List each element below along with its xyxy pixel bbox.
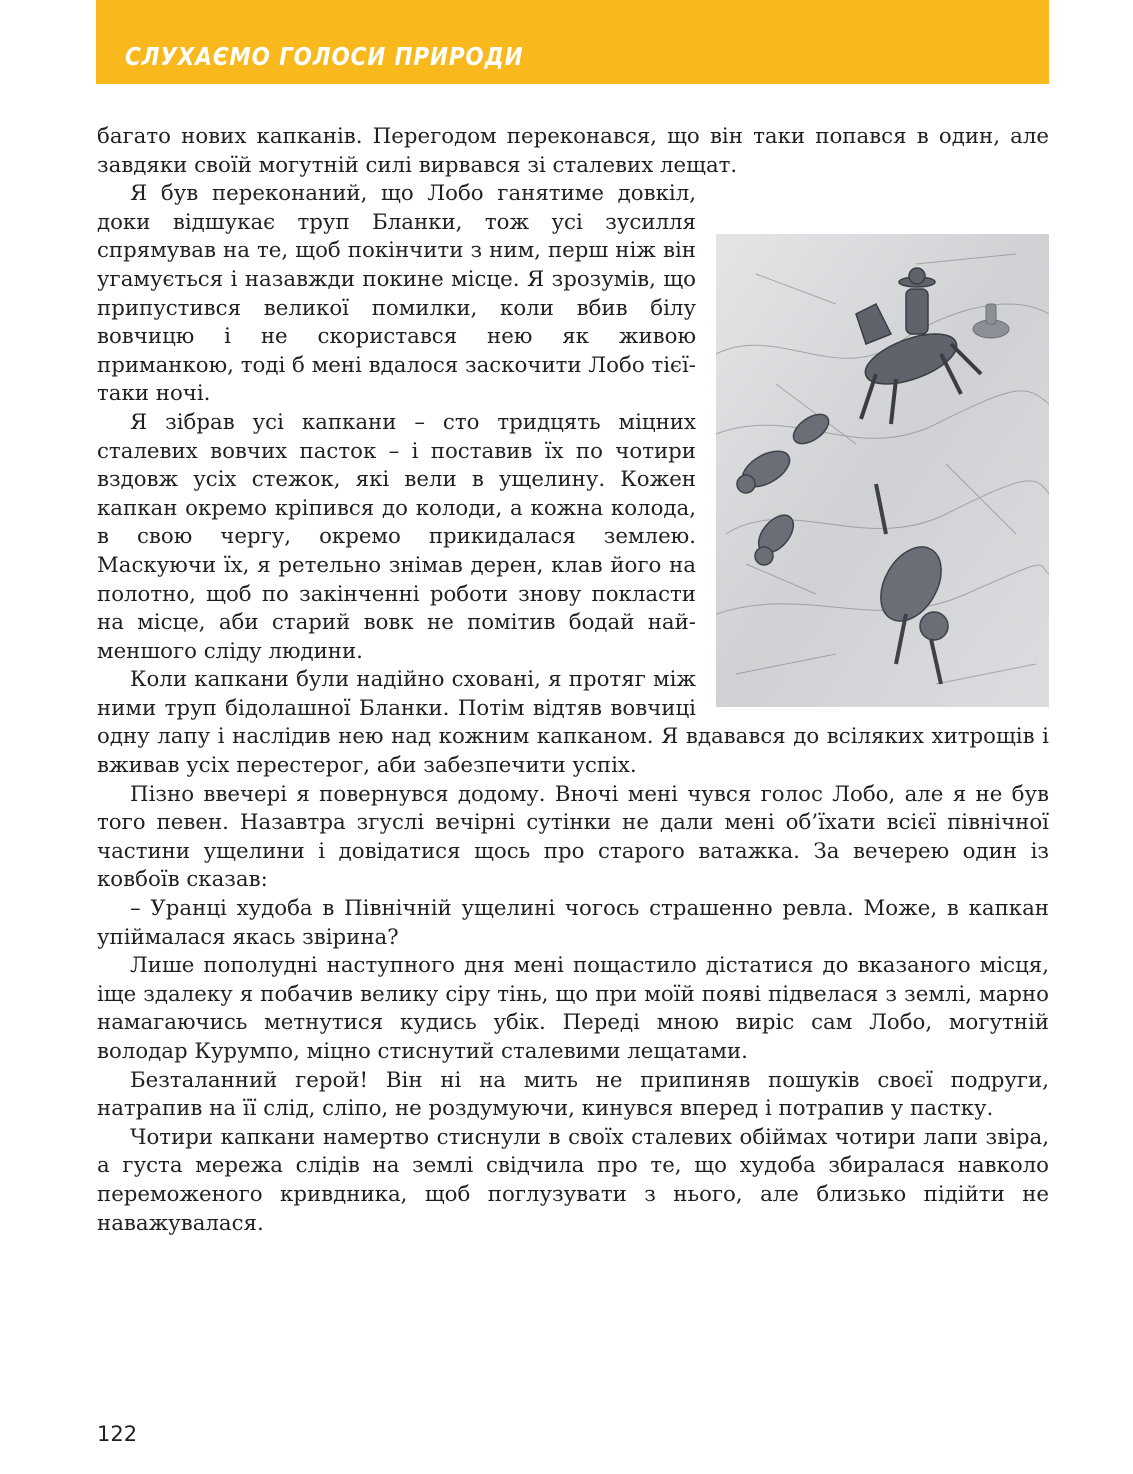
page-number: 122 — [97, 1422, 138, 1446]
paragraph: Пізно ввечері я повернувся додому. Вночі мені чувся голос Лобо, але я не був того певен. Назавтра згуслі вечірні сутінки не дали мені об’їхати всієї північної частини ущелини і довідатися щось про старого ватажка. За вечерею один із ковбоїв сказав: — [97, 781, 1049, 893]
paragraph: Я був переконаний, що Лобо ганятиме довкіл, доки відшукає труп Бланки, тож усі зусилля спрямував на те, щоб покінчити з ним, перш ніж він угамується і назавжди покине місце. Я зрозумів, що припустився великої помилки, коли вбив білу вовчицю і не скористався нею як живою приманкою, тоді б мені вдалося заскочити Лобо тієї-таки ночі. — [97, 181, 696, 407]
paragraph: Я зібрав усі капкани – сто тридцять міцних сталевих вовчих пасток – і поставив їх по чотири вздовж усіх стежок, які вели в ущелину. Кожен капкан окремо кріпився до колоди, а кожна колода, в свою чергу, окремо прикидалася землею. Маскуючи їх, я ретельно знімав дерен, клав його на полотно, щоб по закінченні роботи знову покласти на місце, аби старий вовк не помітив бодай найменшого сліду людини. — [97, 409, 696, 664]
paragraph: Чотири капкани намертво стиснули в своїх сталевих обіймах чотири лапи звіра, а густа мережа слідів на землі свідчила про те, що худоба збиралася навколо переможеного кривдника, щоб поглузувати з нього, але близько підійти не наважувалася. — [97, 1124, 1049, 1236]
article-body — [97, 123, 1049, 1238]
paragraph: Лише пополудні наступного дня мені пощастило дістатися до вказаного місця, іще здалеку я побачив велику сіру тінь, що при моїй появі підвелася з землі, марно намагаючись метнутися кудись убік. Переді мною виріс сам Лобо, могутній володар Курумпо, міцно стиснутий сталевими лещатами. — [97, 953, 1049, 1064]
paragraph: Безталанний герой! Він ні на мить не припиняв пошуків своєї подруги, натрапив на її слід, сліпо, не роздумуючи, кинувся вперед і потрапив у пастку. — [97, 1067, 1049, 1122]
dialogue-paragraph: – Уранці худоба в Північній ущелині чогось страшенно ревла. Може, в капкан упіймалася якась звірина? — [97, 896, 1049, 950]
section-title: СЛУХАЄМО ГОЛОСИ ПРИРОДИ — [125, 42, 524, 71]
paragraph: багато нових капканів. Перегодом переконався, що він таки попався в один, але завдяки своїй могутній силі вирвався зі сталевих лещат. — [97, 124, 1049, 178]
paragraph: Коли капкани були надійно сховані, я протяг між ними труп бідолашної Бланки. Потім відтяв вовчиці одну лапу і наслідив нею над кожним капканом. Я вдавався до всіляких хитрощів і вживав усіх перестерог, аби забезпечити успіх. — [97, 667, 1049, 779]
illustration-rider-and-wolves — [716, 234, 1049, 707]
